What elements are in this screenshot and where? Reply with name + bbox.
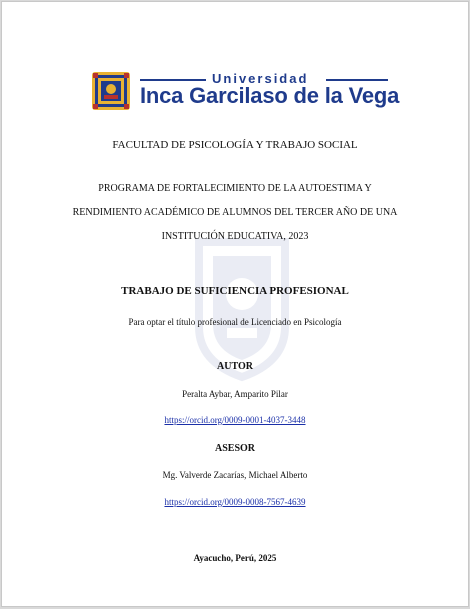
document-page <box>1 1 469 607</box>
advisor-orcid-row <box>2 497 468 507</box>
advisor-orcid-link[interactable]: https://orcid.org/0009-0008-7567-4639 <box>164 497 306 507</box>
title-line-3: INSTITUCIÓN EDUCATIVA, 2023 <box>161 231 309 242</box>
advisor-heading: ASESOR <box>214 443 255 454</box>
logo-rule-right <box>326 79 388 81</box>
title-line-2: RENDIMIENTO ACADÉMICO DE ALUMNOS DEL TERCER AÑO DE UNA <box>72 207 398 218</box>
advisor-name: Mg. Valverde Zacarías, Michael Alberto <box>162 470 308 480</box>
work-type: TRABAJO DE SUFICIENCIA PROFESIONAL <box>121 285 349 297</box>
author-orcid-link[interactable]: https://orcid.org/0009-0001-4037-3448 <box>164 415 306 425</box>
author-orcid-row <box>2 415 468 425</box>
logo-rule-left <box>140 79 206 81</box>
university-emblem-icon <box>92 72 130 110</box>
degree-purpose: Para optar el título profesional de Licenciado en Psicología <box>128 317 342 327</box>
logo-university-name: Inca Garcilaso de la Vega <box>140 83 400 108</box>
logo-university-label: Universidad <box>212 71 309 86</box>
watermark-emblem-icon <box>189 232 295 382</box>
university-logo <box>92 71 400 112</box>
author-name: Peralta Aybar, Amparito Pilar <box>182 389 288 399</box>
title-line-1: PROGRAMA DE FORTALECIMIENTO DE LA AUTOESTIMA Y <box>98 183 372 194</box>
author-heading: AUTOR <box>217 361 253 372</box>
place-date: Ayacucho, Perú, 2025 <box>193 553 277 563</box>
faculty-name: FACULTAD DE PSICOLOGÍA Y TRABAJO SOCIAL <box>112 139 358 151</box>
